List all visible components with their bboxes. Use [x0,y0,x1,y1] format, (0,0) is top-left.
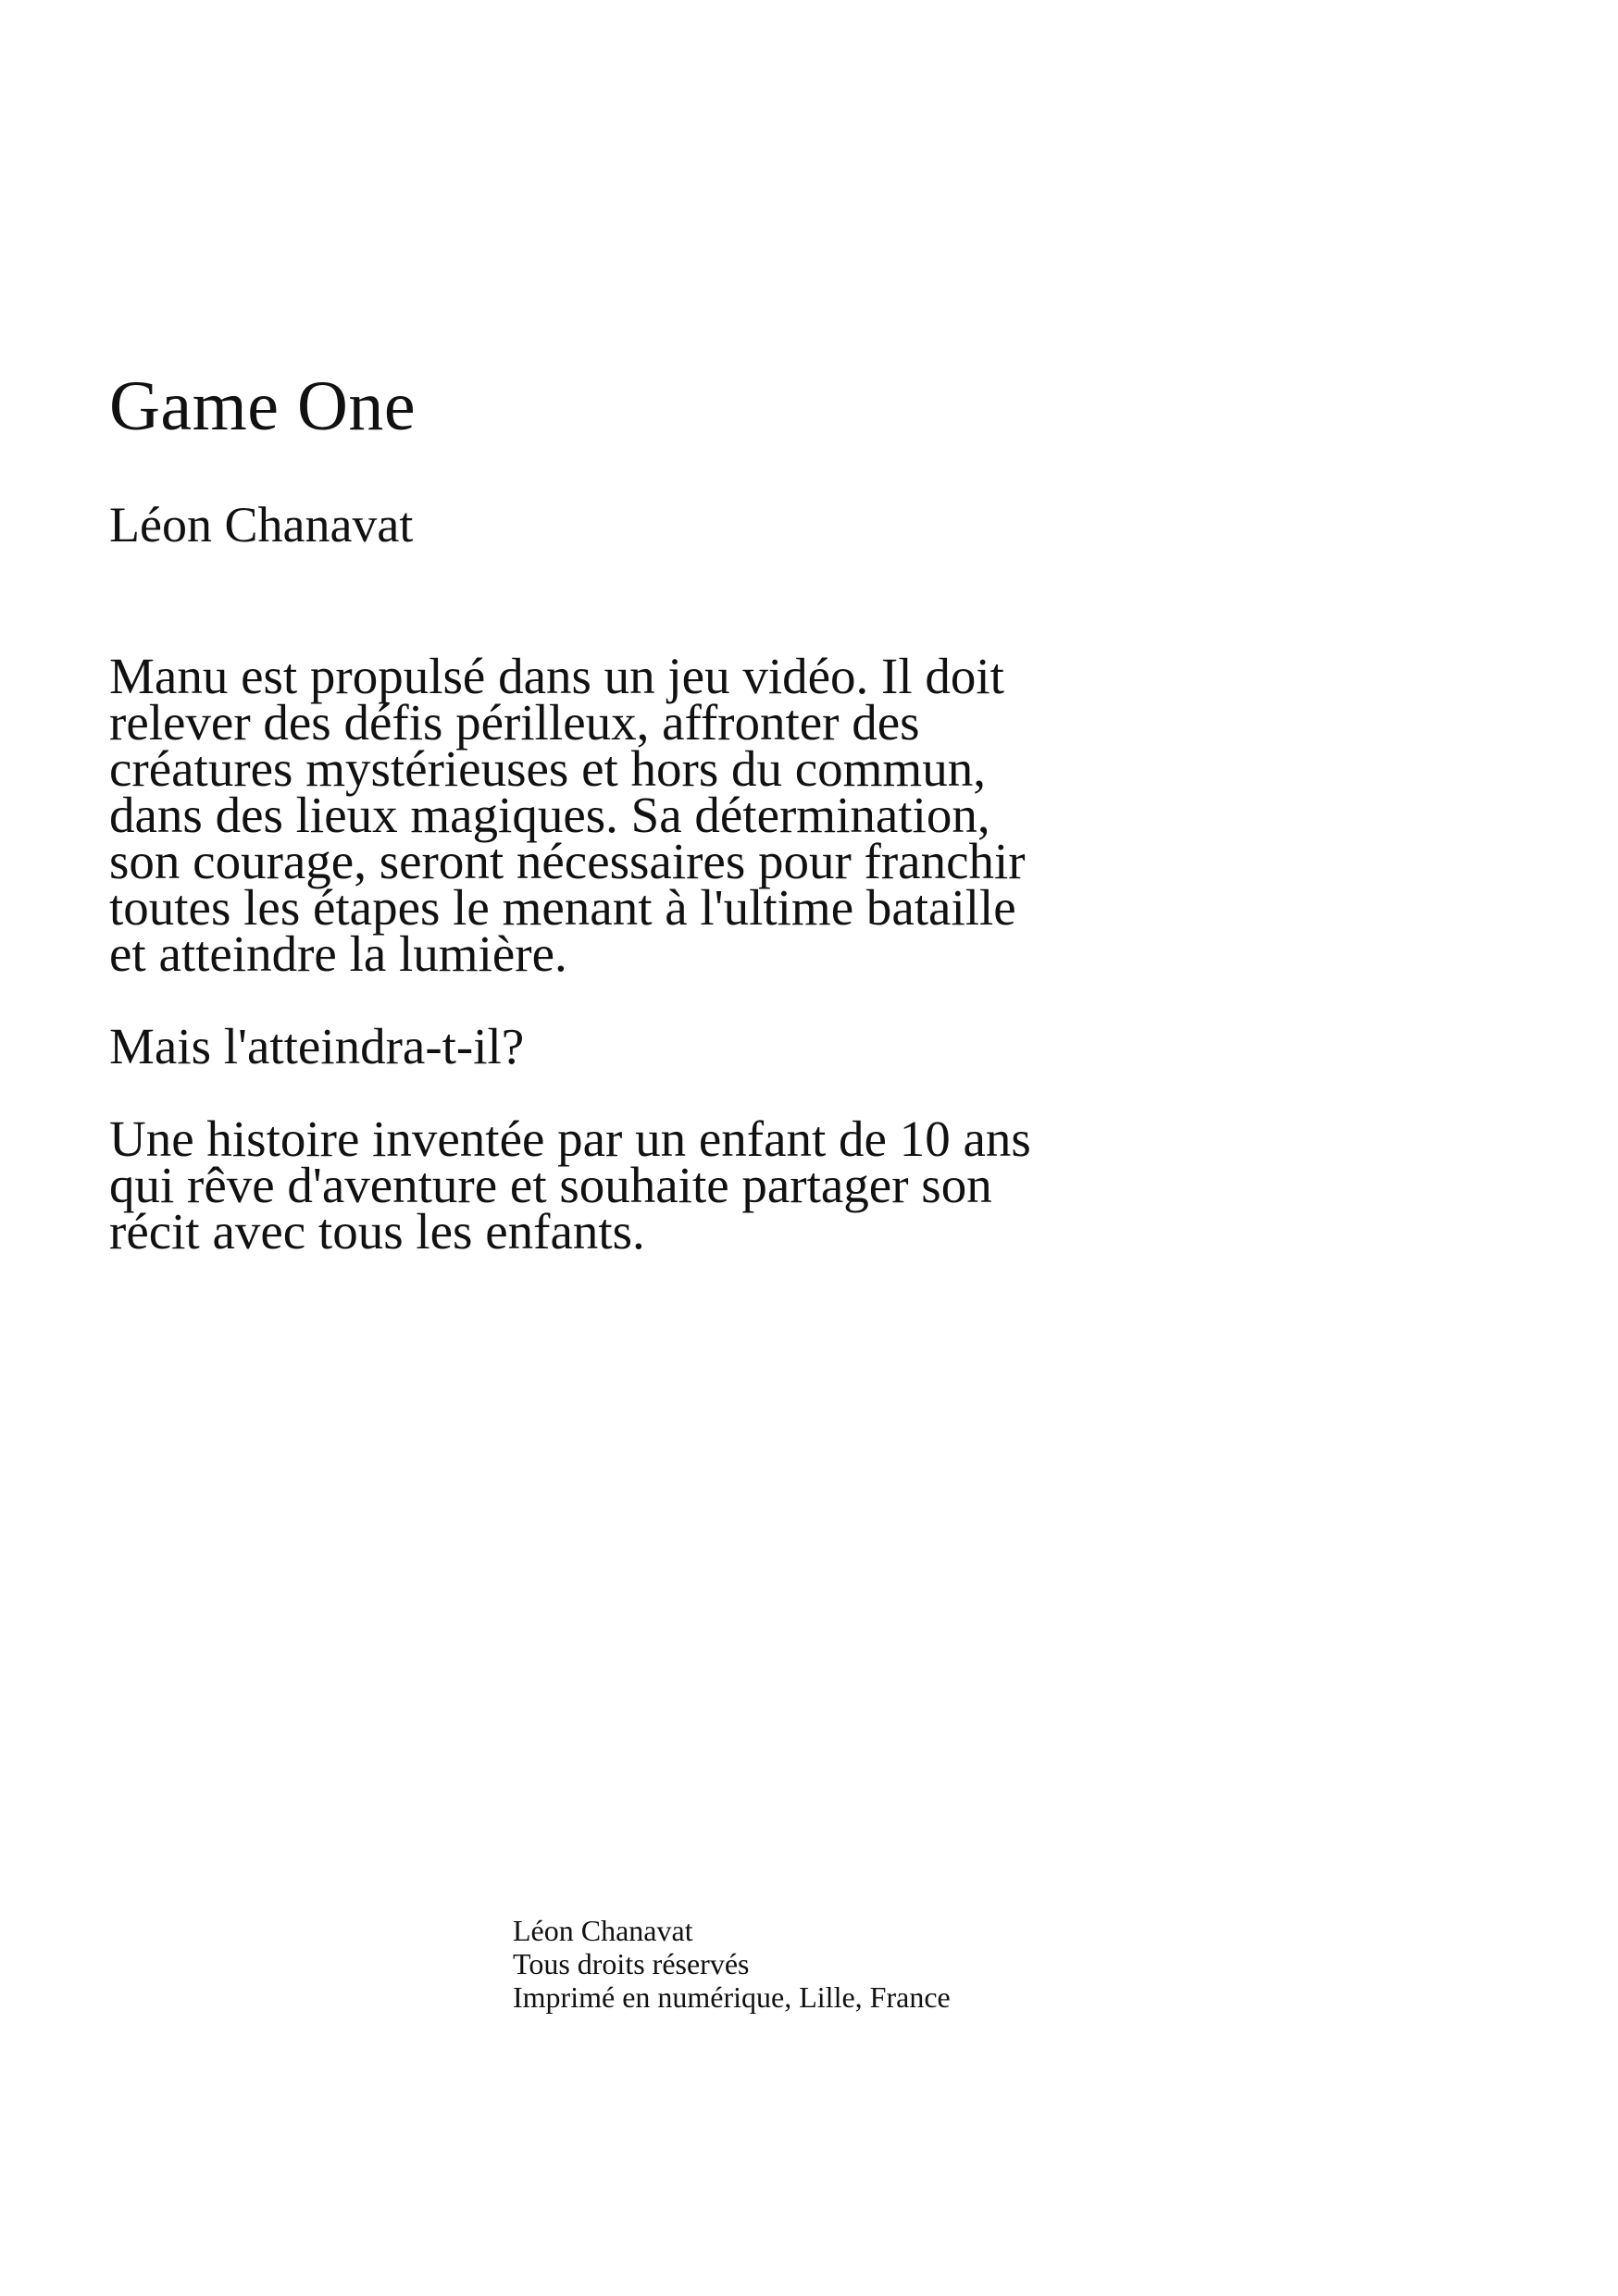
imprint-block [513,1914,951,2014]
origin-paragraph [109,1111,1248,1260]
question-paragraph [109,1018,1248,1074]
text-line: son courage, seront nécessaires pour franchir [109,833,1026,889]
text-line: créatures mystérieuses et hors du commun, [109,740,986,797]
imprint-rights: Tous droits réservés [513,1947,750,1980]
text-line: récit avec tous les enfants. [109,1203,645,1260]
imprint-printing: Imprimé en numérique, Lille, France [513,1980,951,2014]
text-line: toutes les étapes le menant à l'ultime bataille [109,879,1016,936]
text-line: dans des lieux magiques. Sa détermination, [109,787,990,843]
back-cover-text [109,648,1248,1301]
text-line: Mais l'atteindra-t-il? [109,1018,525,1074]
imprint-author: Léon Chanavat [513,1914,693,1947]
text-line: qui rêve d'aventure et souhaite partager son [109,1157,992,1213]
page-title: Game One [109,367,417,445]
text-line: Manu est propulsé dans un jeu vidéo. Il doit [109,648,1004,704]
text-line: Une histoire inventée par un enfant de 10 ans [109,1111,1031,1167]
summary-paragraph [109,648,1248,982]
text-line: relever des défis périlleux, affronter des [109,694,920,751]
author-name: Léon Chanavat [109,497,414,552]
text-line: et atteindre la lumière. [109,925,567,982]
